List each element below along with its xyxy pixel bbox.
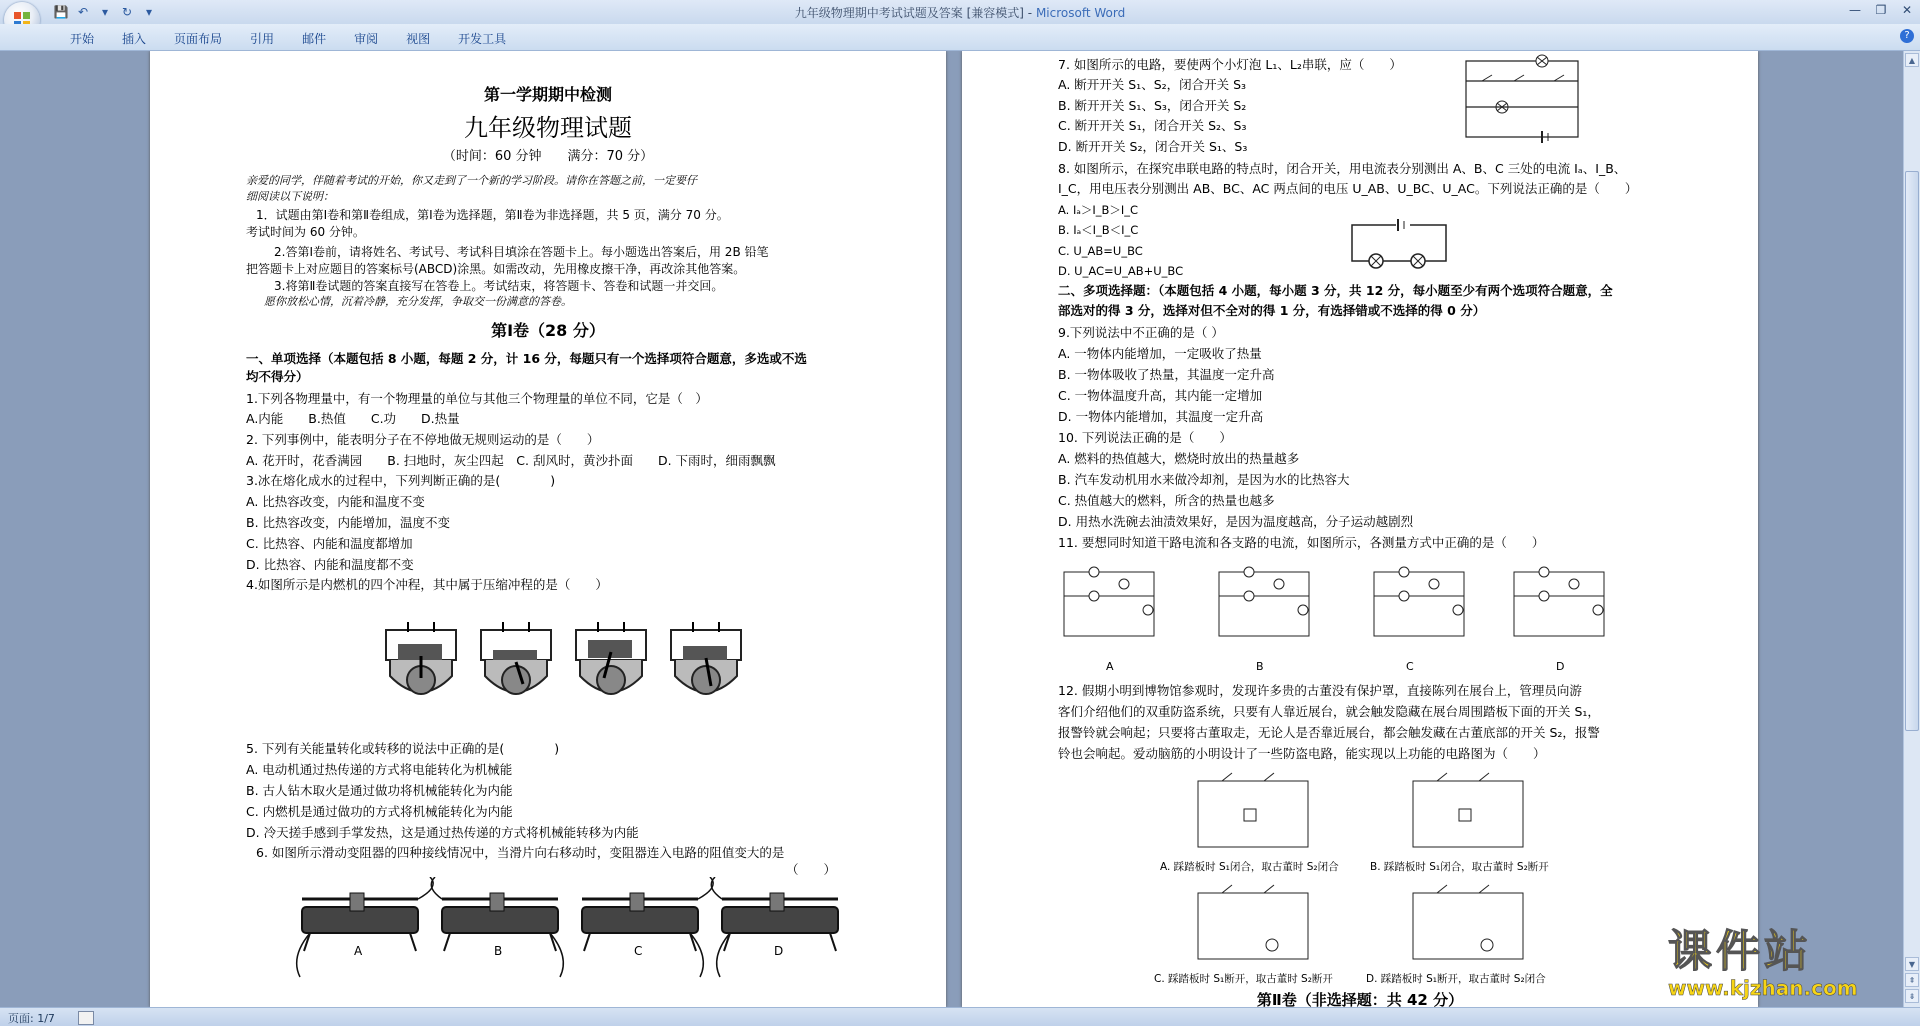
window-title	[0, 4, 1920, 21]
question-line: A. Iₐ＞I_B＞I_C	[1058, 203, 1139, 217]
intro-line: 愿你放松心情，沉着冷静，充分发挥，争取交一份满意的答卷。	[264, 295, 572, 308]
page-1	[150, 51, 946, 1007]
question-line: B. 比热容改变，内能增加，温度不变	[246, 515, 451, 530]
document-title: 九年级物理期中考试试题及答案 [兼容模式]	[794, 6, 1024, 20]
ribbon-tabs	[56, 28, 520, 49]
question-line: 4.如图所示是内燃机的四个冲程，其中属于压缩冲程的是（ ）	[246, 577, 608, 592]
app-name: Microsoft Word	[1035, 6, 1126, 20]
rheostat-icon	[582, 877, 713, 977]
circuit-icon	[1413, 885, 1523, 959]
circuit-icon	[1514, 567, 1604, 636]
q8-circuit-diagram	[1346, 211, 1452, 277]
tab-developer[interactable]: 开发工具	[458, 32, 507, 46]
intro-line: 细阅读以下说明：	[246, 190, 334, 203]
undo-icon[interactable]: ↶	[77, 5, 89, 19]
question-line: 11. 要想同时知道干路电流和各支路的电流，如图所示，各测量方式中正确的是（ ）	[1058, 535, 1545, 550]
intro-line: 考试时间为 60 分钟。	[246, 225, 365, 239]
scroll-down-icon[interactable]: ▼	[1905, 957, 1919, 971]
question-line: 3.冰在熔化成水的过程中，下列判断正确的是( )	[246, 473, 556, 488]
question-line: 1.下列各物理量中，有一个物理量的单位与其他三个物理量的单位不同，它是（ ）	[246, 391, 708, 406]
proofing-icon[interactable]	[78, 1011, 94, 1025]
question-line: B. 古人钻木取火是通过做功将机械能转化为内能	[246, 783, 513, 798]
scroll-thumb[interactable]	[1905, 171, 1919, 731]
rheostat-icon	[297, 877, 433, 977]
question-line: A. 花开时，花香满园 B. 扫地时，灰尘四起 C. 刮风时，黄沙扑面 D. 下雨时，细雨飘飘	[246, 453, 776, 468]
page-2	[962, 51, 1758, 1007]
document-area[interactable]	[0, 51, 1904, 1007]
rheostat-icon	[711, 877, 838, 977]
save-icon[interactable]: 💾	[53, 5, 69, 19]
window-controls	[1842, 0, 1920, 20]
tab-page-layout[interactable]: 页面布局	[174, 32, 223, 46]
figure-label: B	[1256, 660, 1264, 673]
question-line: C. 内燃机是通过做功的方式将机械能转化为内能	[246, 804, 513, 819]
question-line: 报警铃就会响起；只要将古董取走，无论人是否靠近展台，都会触发藏在古董底部的开关 S₂，报警	[1058, 725, 1600, 740]
question-line: D. 用热水洗碗去油渍效果好，是因为温度越高，分子运动越剧烈	[1058, 514, 1414, 529]
minimize-button[interactable]: —	[1849, 3, 1861, 17]
question-line: 12. 假期小明到博物馆参观时，发现许多贵的古董没有保护罩，直接陈列在展台上，管理员向游	[1058, 683, 1582, 698]
question-line: 2. 下列事例中，能表明分子在不停地做无规则运动的是（ ）	[246, 432, 600, 447]
q7-circuit-diagram	[1462, 53, 1584, 143]
question-line: 10. 下列说法正确的是（ ）	[1058, 430, 1232, 445]
scroll-up-icon[interactable]: ▲	[1905, 53, 1919, 67]
circuit-icon	[1374, 567, 1464, 636]
question-line: A. 一物体内能增加，一定吸收了热量	[1058, 346, 1262, 361]
question-line: C. 一物体温度升高，其内能一定增加	[1058, 388, 1263, 403]
question-line: C. 比热容、内能和温度都增加	[246, 536, 413, 551]
question-line: D. 冷天搓手感到手掌发热，这是通过热传递的方式将机械能转移为内能	[246, 825, 639, 840]
question-line: B. 汽车发动机用水来做冷却剂，是因为水的比热容大	[1058, 472, 1350, 487]
figure-caption: A. 踩踏板时 S₁闭合，取古董时 S₂闭合	[1160, 861, 1339, 873]
ribbon	[0, 24, 1920, 51]
close-button[interactable]: ✕	[1901, 3, 1913, 17]
tab-home[interactable]: 开始	[70, 32, 95, 46]
customize-qat-icon[interactable]: ▾	[145, 5, 153, 19]
question-line: A. 比热容改变，内能和温度不变	[246, 494, 425, 509]
intro-line: 3.将第Ⅱ卷试题的答案直接写在答卷上。考试结束，将答题卡、答卷和试题一并交回。	[274, 279, 724, 293]
question-line: A. 断开开关 S₁、S₂，闭合开关 S₃	[1058, 77, 1247, 92]
question-line: 6. 如图所示滑动变阻器的四种接线情况中，当滑片向右移动时，变阻器连入电路的阻值变大的是	[256, 845, 785, 860]
intro-line: 亲爱的同学，伴随着考试的开始，你又走到了一个新的学习阶段。请你在答题之前，一定要仔	[246, 174, 697, 187]
figure-label: A	[354, 944, 363, 958]
question-line: D. 一物体内能增加，其温度一定升高	[1058, 409, 1264, 424]
figure-label: D	[1556, 660, 1565, 673]
tab-view[interactable]: 视图	[406, 32, 431, 46]
part2-heading: 二、多项选择题：（本题包括 4 小题，每小题 3 分，共 12 分，每小题至少有两个选项符合题意，全	[1058, 283, 1613, 298]
part1-heading: 均不得分）	[246, 369, 309, 384]
question-line: C. 断开开关 S₁，闭合开关 S₂、S₃	[1058, 118, 1247, 133]
prev-page-icon[interactable]: ⇞	[1905, 973, 1919, 987]
watermark-title: 课件站	[1668, 926, 1812, 977]
intro-line: 1．试题由第Ⅰ卷和第Ⅱ卷组成，第Ⅰ卷为选择题，第Ⅱ卷为非选择题，共 5 页，满分 70 分。	[256, 208, 729, 222]
circuit-icon	[1219, 567, 1309, 636]
question-line: D. U_AC=U_AB+U_BC	[1058, 264, 1184, 278]
circuit-icon	[1198, 773, 1308, 847]
part2-heading: 部选对的得 3 分，选择对但不全对的得 1 分，有选择错或不选择的得 0 分）	[1058, 303, 1486, 318]
status-bar	[0, 1007, 1920, 1026]
circuit-icon	[1198, 885, 1308, 959]
section2-heading: 第Ⅱ卷（非选择题：共 42 分）	[1256, 991, 1464, 1007]
question-line: D. 断开开关 S₂，闭合开关 S₁、S₃	[1058, 139, 1248, 154]
engine-strokes-figure	[380, 616, 760, 711]
tab-mailings[interactable]: 邮件	[302, 32, 327, 46]
question-line: 7. 如图所示的电路，要使两个小灯泡 L₁、L₂串联，应（ ）	[1058, 57, 1402, 72]
engine-stroke-icon	[481, 622, 551, 694]
circuit-icon	[1413, 773, 1523, 847]
next-page-icon[interactable]: ⇟	[1905, 989, 1919, 1003]
part1-heading: 一、单项选择（本题包括 8 小题，每题 2 分，计 16 分，每题只有一个选择项符合题意，多选或不选	[246, 351, 807, 366]
tab-insert[interactable]: 插入	[122, 32, 147, 46]
tab-references[interactable]: 引用	[250, 32, 275, 46]
question-line: B. 一物体吸收了热量，其温度一定升高	[1058, 367, 1275, 382]
figure-caption: C. 踩踏板时 S₁断开，取古董时 S₂断开	[1154, 973, 1333, 985]
question-line: A.内能 B.热值 C.功 D.热量	[246, 411, 460, 426]
redo-icon[interactable]: ↻	[121, 5, 133, 19]
restore-button[interactable]: ❐	[1875, 3, 1887, 17]
question-line: B. 断开开关 S₁、S₃，闭合开关 S₂	[1058, 98, 1247, 113]
question-line: 5. 下列有关能量转化或转移的说法中正确的是( )	[246, 741, 560, 756]
question-line: 9.下列说法中不正确的是（ ）	[1058, 325, 1224, 340]
exam-title: 第一学期期中检测	[483, 85, 612, 104]
exam-subtitle: 九年级物理试题	[464, 114, 632, 142]
vertical-scrollbar[interactable]	[1903, 51, 1920, 1007]
figure-label: B	[494, 944, 503, 958]
title-bar	[0, 0, 1920, 24]
section1-heading: 第Ⅰ卷（28 分）	[491, 321, 605, 340]
q11-circuits-figure	[1058, 566, 1678, 646]
question-line: 客们介绍他们的双重防盗系统，只要有人靠近展台，就会触发隐藏在展台周围踏板下面的开关 S₁，	[1058, 704, 1600, 719]
question-line: （ ）	[786, 862, 837, 877]
quick-access-toolbar	[52, 3, 158, 21]
rheostat-icon	[431, 877, 563, 977]
tab-review[interactable]: 审阅	[354, 32, 379, 46]
figure-label: D	[774, 944, 784, 958]
question-line: 铃也会响起。爱动脑筋的小明设计了一些防盗电路，能实现以上功能的电路图为（ ）	[1058, 746, 1546, 761]
circuit-icon	[1064, 567, 1154, 636]
title-separator: -	[1023, 6, 1036, 20]
intro-line: 把答题卡上对应题目的答案标号(ABCD)涂黑。如需改动，先用橡皮擦干净，再改涂其他答案。	[246, 262, 746, 276]
help-icon[interactable]: ?	[1900, 29, 1914, 43]
figure-label: C	[1406, 660, 1414, 673]
rheostat-figure	[290, 877, 850, 987]
question-line: A. 电动机通过热传递的方式将电能转化为机械能	[246, 762, 513, 777]
intro-line: 2.答第Ⅰ卷前，请将姓名、考试号、考试科目填涂在答题卡上。每小题选出答案后，用 2B 铅笔	[274, 245, 769, 259]
dropdown-arrow-icon[interactable]: ▾	[101, 5, 109, 19]
figure-caption: B. 踩踏板时 S₁闭合，取古董时 S₂断开	[1370, 861, 1549, 873]
engine-stroke-icon	[576, 622, 646, 694]
figure-caption: D. 踩踏板时 S₁断开，取古董时 S₂闭合	[1366, 973, 1546, 985]
question-line: 8. 如图所示，在探究串联电路的特点时，闭合开关，用电流表分别测出 A、B、C 三处的电流 Iₐ、I_B、	[1058, 161, 1627, 176]
page-indicator[interactable]: 页面: 1/7	[8, 1012, 55, 1025]
time-info: （时间：60 分钟 满分：70 分）	[442, 149, 654, 164]
figure-label: C	[634, 944, 643, 958]
watermark-url: www.kjzhan.com	[1668, 976, 1858, 1000]
question-line: A. 燃料的热值越大，燃烧时放出的热量越多	[1058, 451, 1300, 466]
question-line: I_C，用电压表分别测出 AB、BC、AC 两点间的电压 U_AB、U_BC、U_AC。下列说法正确的是（ ）	[1058, 181, 1638, 196]
question-line: C. 热值越大的燃料，所含的热量也越多	[1058, 493, 1275, 508]
question-line: B. Iₐ＜I_B＜I_C	[1058, 223, 1139, 237]
engine-stroke-icon	[671, 622, 741, 694]
question-line: D. 比热容、内能和温度都不变	[246, 557, 414, 572]
site-watermark	[1668, 928, 1858, 1000]
question-line: C. U_AB=U_BC	[1058, 244, 1143, 258]
engine-stroke-icon	[386, 622, 456, 694]
figure-label: A	[1106, 660, 1114, 673]
